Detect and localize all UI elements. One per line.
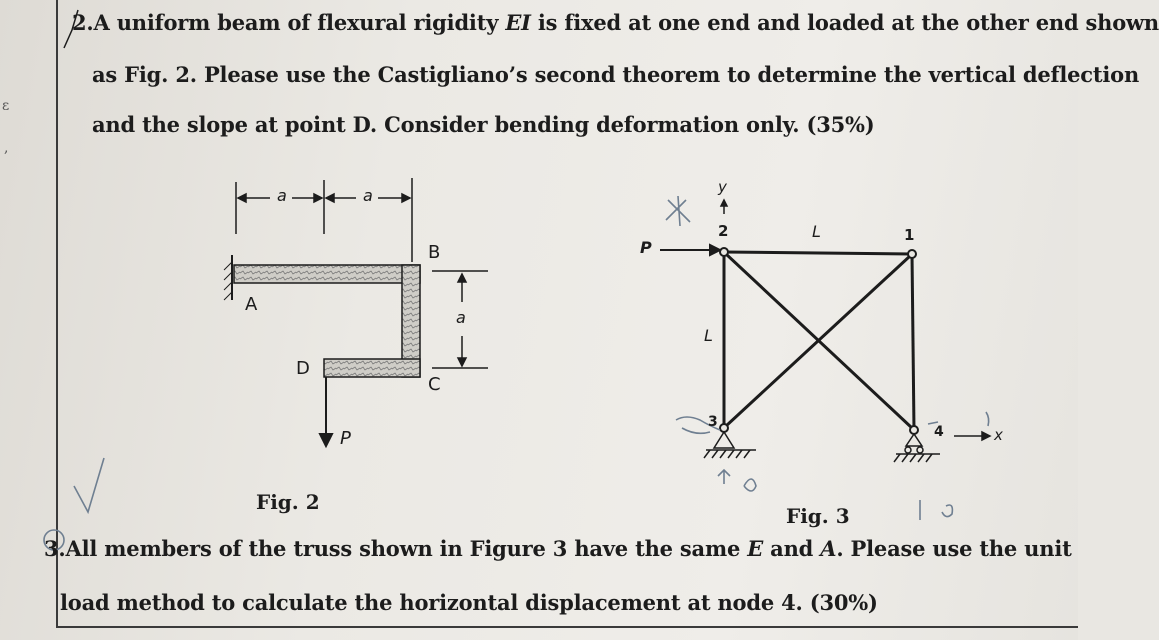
fig2-label-B: B xyxy=(428,242,441,263)
fig3-node-4: 4 xyxy=(934,424,944,440)
fig2-dim-a-vertical: a xyxy=(456,308,466,327)
problem-3-line-2: load method to calculate the horizontal displacement at node 4. (30%) xyxy=(60,590,878,615)
fig3-y-axis xyxy=(721,200,727,214)
fig3-pin-support-3 xyxy=(704,432,756,458)
fig3-node-2: 2 xyxy=(718,222,729,240)
fig3-node-1: 1 xyxy=(904,226,915,244)
fig3-label-L-top: L xyxy=(812,222,821,241)
fig3-label-P: P xyxy=(640,238,652,257)
fig3-truss xyxy=(724,252,914,430)
fig2-label-A: A xyxy=(245,294,258,315)
fig2-label-P: P xyxy=(340,428,351,449)
fig3-label-x: x xyxy=(994,426,1003,444)
fig3-caption: Fig. 3 xyxy=(786,504,850,528)
fig2-dim-a-right: a xyxy=(363,186,373,205)
problem-2-line-1: 2.A uniform beam of flexural rigidity EI is fixed at one end and loaded at the other end shown xyxy=(72,10,1159,35)
problem-2-line-3: and the slope at point D. Consider bending deformation only. (35%) xyxy=(92,112,875,137)
margin-mark: ɛ xyxy=(2,98,10,114)
fig2-dim-a-left: a xyxy=(277,186,287,205)
problem-3-line-1: 3.All members of the truss shown in Figure 3 have the same E and A. Please use the unit xyxy=(44,536,1072,561)
fig2-label-D: D xyxy=(296,358,310,379)
fig3-label-y: y xyxy=(718,178,727,196)
problem-3-number: 3. xyxy=(44,536,66,561)
fig2-fixed-support xyxy=(224,255,232,300)
fig3-node-3: 3 xyxy=(708,414,718,430)
pencil-check-icon xyxy=(74,458,104,512)
problem-2-line-2: as Fig. 2. Please use the Castigliano’s second theorem to determine the vertical deflection xyxy=(92,62,1140,87)
fig3-load-arrow xyxy=(660,245,720,255)
pencil-annotations xyxy=(44,196,989,550)
fig2-dimension-top xyxy=(236,178,412,262)
check-mark-icon xyxy=(64,10,78,48)
problem-2-number: 2. xyxy=(72,10,94,35)
margin-mark: , xyxy=(4,140,9,156)
fig3-x-axis xyxy=(954,432,990,440)
fig2-label-C: C xyxy=(428,374,441,395)
fig3-label-L-left: L xyxy=(704,326,713,345)
fig2-beam-bottom xyxy=(324,359,420,377)
fig2-beam-top xyxy=(234,265,420,283)
fig2-caption: Fig. 2 xyxy=(256,490,320,514)
fig2-load-arrow xyxy=(320,377,332,446)
